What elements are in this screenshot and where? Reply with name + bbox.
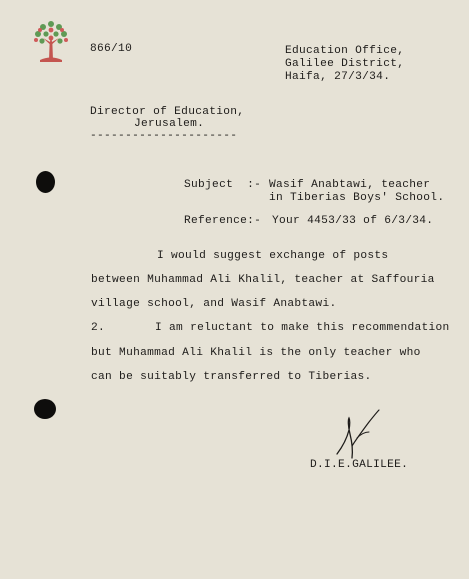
subject-label: Subject :- — [184, 179, 262, 191]
subject-line-1: Wasif Anabtawi, teacher — [269, 179, 431, 191]
punch-hole-upper — [36, 171, 55, 193]
handwritten-signature — [335, 408, 385, 462]
sender-line-3: Haifa, 27/3/34. — [285, 71, 391, 83]
subject-line-2: in Tiberias Boys' School. — [269, 192, 445, 204]
body-paragraph-1-line-3: village school, and Wasif Anabtawi. — [91, 298, 337, 310]
sender-line-2: Galilee District, — [285, 58, 405, 70]
reference-number: 866/10 — [90, 43, 133, 55]
reference-value: Your 4453/33 of 6/3/34. — [272, 215, 434, 227]
recipient-line-1: Director of Education, — [90, 106, 245, 118]
body-paragraph-2-line-2: but Muhammad Ali Khalil is the only teacher who — [91, 347, 421, 359]
recipient-underline: --------------------- — [90, 130, 238, 142]
punch-hole-lower — [34, 399, 56, 419]
signature-block: D.I.E.GALILEE. — [310, 459, 409, 471]
body-paragraph-1-line-2: between Muhammad Ali Khalil, teacher at Saffouria — [91, 274, 435, 286]
recipient-line-2: Jerusalem. — [134, 118, 205, 130]
body-paragraph-2-line-3: can be suitably transferred to Tiberias. — [91, 371, 372, 383]
body-paragraph-1-line-1: I would suggest exchange of posts — [157, 250, 389, 262]
sender-line-1: Education Office, — [285, 45, 405, 57]
reference-label: Reference:- — [184, 215, 262, 227]
paragraph-2-number: 2. — [91, 322, 106, 334]
body-paragraph-2-line-1: I am reluctant to make this recommendation — [155, 322, 450, 334]
tree-emblem-icon — [30, 16, 72, 66]
